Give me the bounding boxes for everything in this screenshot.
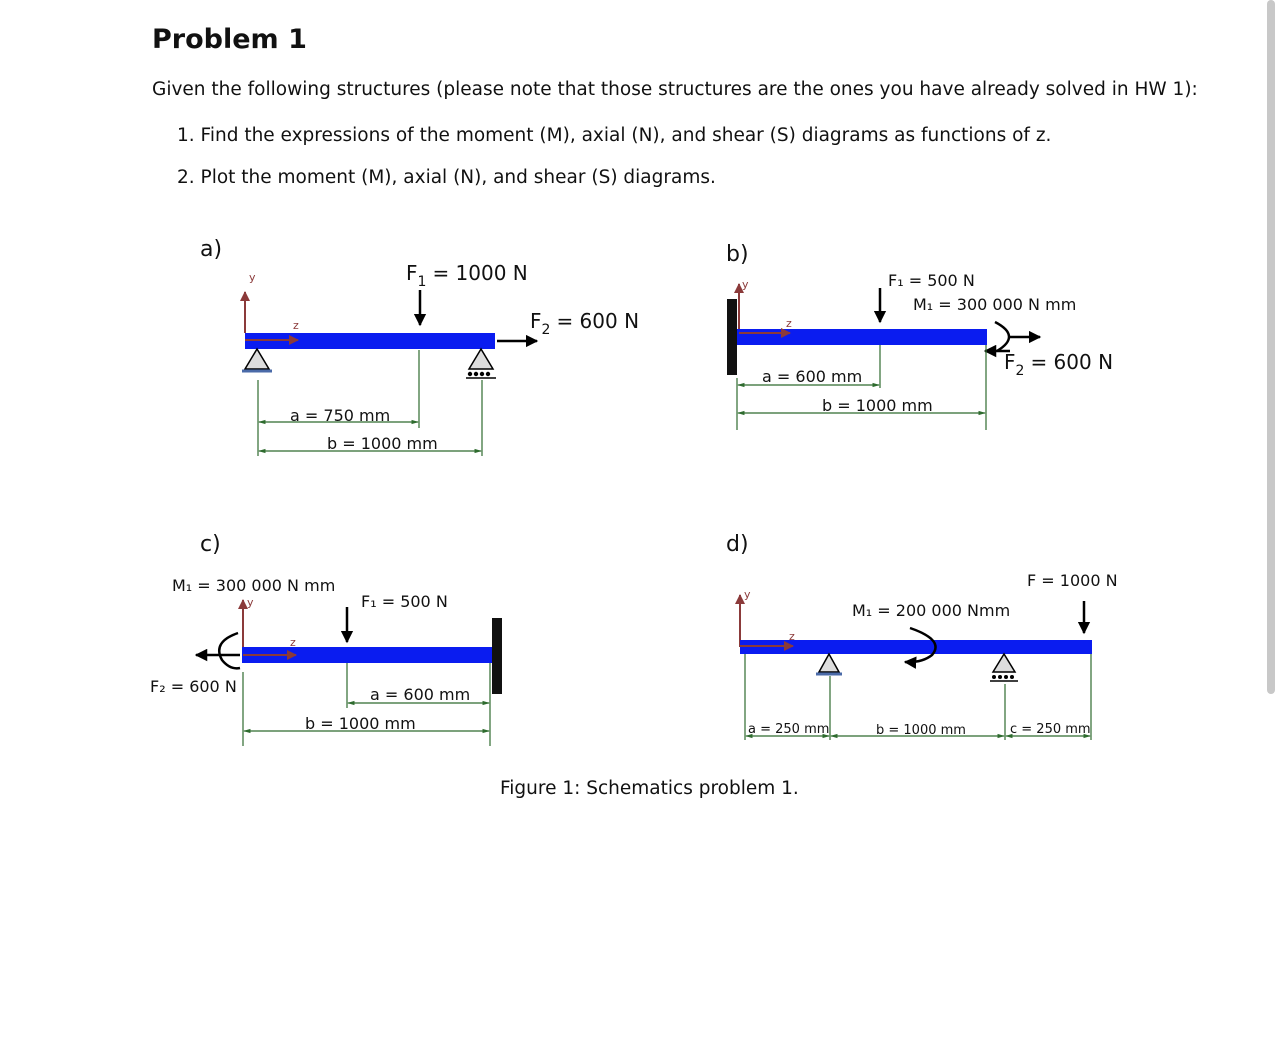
moment-m1-arrow (995, 322, 1009, 351)
pin-support (816, 654, 842, 674)
diagram-a-label: a) (200, 237, 223, 262)
force-f1-label: F₁ = 500 N (888, 271, 975, 290)
y-axis-label: y (742, 278, 749, 291)
diagram-c (150, 532, 502, 746)
y-axis-label: y (247, 596, 254, 609)
y-axis-label: y (249, 271, 256, 284)
force-f2-label: $F_2 = 600$ N (530, 309, 640, 338)
diagram-d-label: d) (726, 532, 749, 557)
y-axis-label: y (744, 588, 751, 601)
task-item-1: 1. Find the expressions of the moment (M), axial (N), and shear (S) diagrams as functions of z. (177, 125, 1052, 146)
diagram-a (200, 237, 639, 456)
dimension-b-label: b = 1000 mm (822, 396, 933, 415)
moment-m1-label: M₁ = 300 000 N mm (172, 576, 336, 595)
pin-support (242, 349, 272, 371)
dimension-b-label: b = 1000 mm (876, 723, 966, 738)
problem-title: Problem 1 (152, 24, 307, 55)
force-f2-label: F₂ = 600 N (150, 677, 237, 696)
vertical-scrollbar[interactable] (1267, 0, 1275, 694)
z-axis-label: z (786, 317, 792, 330)
roller-support (466, 349, 496, 378)
fixed-wall (727, 299, 737, 375)
moment-m1-label: M₁ = 300 000 N mm (913, 295, 1077, 314)
diagram-c-label: c) (200, 532, 221, 557)
task-item-2: 2. Plot the moment (M), axial (N), and shear (S) diagrams. (177, 167, 716, 188)
dimension-b-label: b = 1000 mm (327, 434, 438, 453)
dimension-a-label: a = 600 mm (762, 367, 863, 386)
z-axis-label: z (789, 630, 795, 643)
z-axis-label: z (293, 319, 299, 332)
force-f2-label: $F_2 = 600$ N (1004, 350, 1114, 379)
moment-m1-arrow (219, 633, 240, 668)
force-f-label: F = 1000 N (1027, 571, 1118, 590)
dimension-b-label: b = 1000 mm (305, 714, 416, 733)
z-axis-label: z (290, 636, 296, 649)
dimension-c-label: c = 250 mm (1010, 722, 1091, 737)
roller-support (990, 654, 1018, 681)
beam (737, 329, 987, 345)
force-f1-label: F₁ = 500 N (361, 592, 448, 611)
diagram-d (726, 532, 1118, 740)
fixed-wall (492, 618, 502, 694)
dimension-a-label: a = 600 mm (370, 685, 471, 704)
figure-caption: Figure 1: Schematics problem 1. (500, 778, 799, 799)
dimension-a-label: a = 750 mm (290, 406, 391, 425)
problem-intro: Given the following structures (please note that those structures are the ones you have already solved in HW 1): (152, 79, 1198, 100)
diagram-b (726, 242, 1113, 430)
force-f1-label: $F_1 = 1000$ N (406, 261, 528, 290)
dimension-a-label: a = 250 mm (748, 722, 830, 737)
moment-m1-label: M₁ = 200 000 Nmm (852, 601, 1011, 620)
diagram-b-label: b) (726, 242, 749, 267)
